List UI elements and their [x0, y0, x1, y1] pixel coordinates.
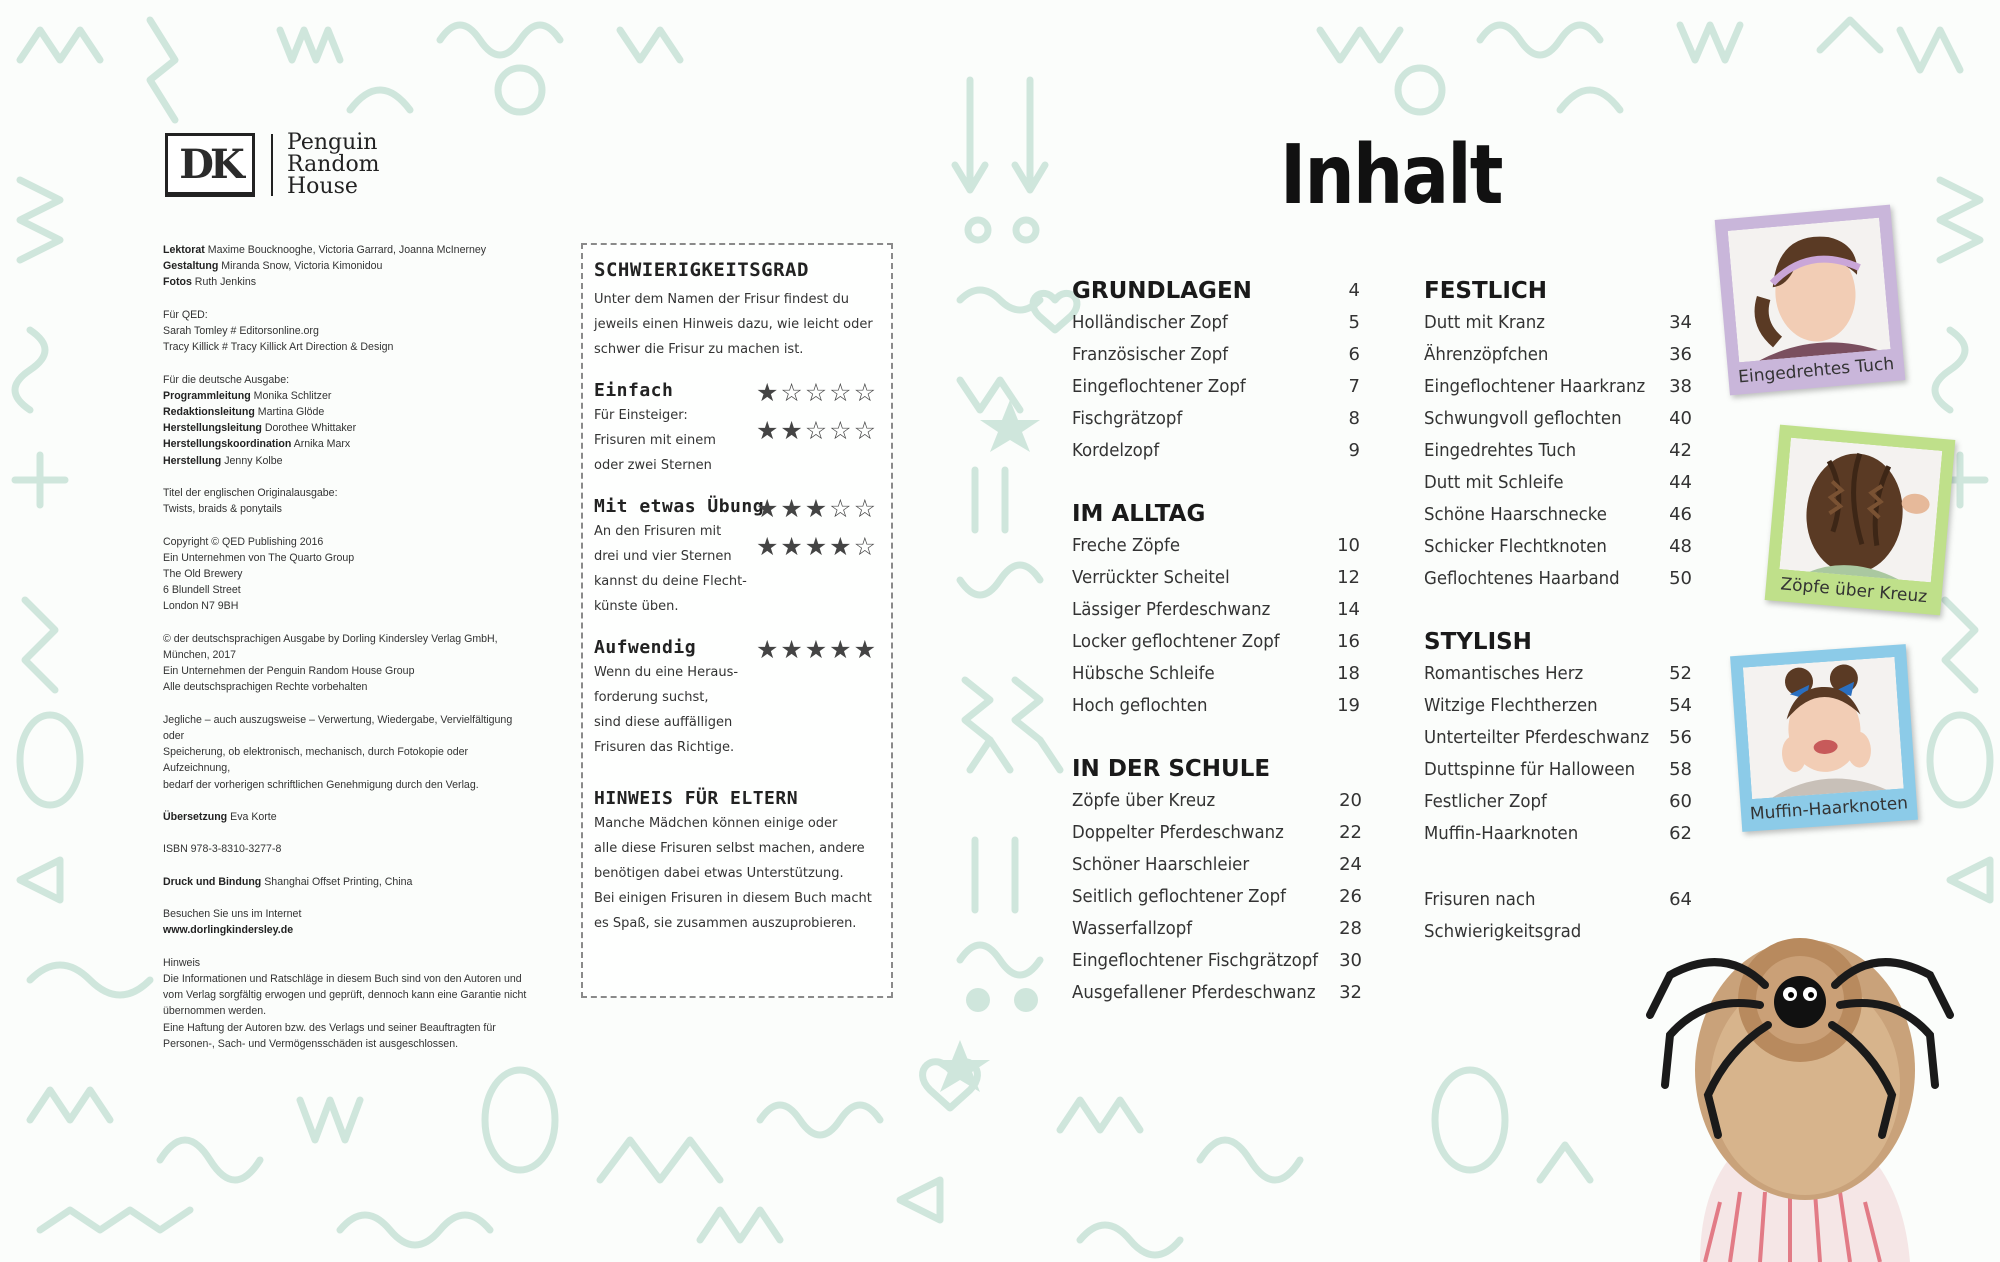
credits-german: Für die deutsche Ausgabe: Programmleitung Monika Schlitzer Redaktionsleitung Martina Glöde Herstellungsleitung Dorothee Whittaker Herstellungskoordination Arnika Marx Herstellung Jenny Kolbe	[163, 373, 357, 467]
toc-entry[interactable]: Ährenzöpfchen 36	[1424, 344, 1692, 365]
credits-qed: Für QED: Sarah Tomley # Editorsonline.org Tracy Killick # Tracy Killick Art Direction & Design	[163, 308, 394, 354]
toc-entry[interactable]: Lässiger Pferdeschwanz 14	[1072, 599, 1360, 620]
toc-entry[interactable]: Schwungvoll geflochten 40	[1424, 408, 1692, 429]
toc-section-grundlagen: GRUNDLAGEN 4 Holländischer Zopf 5 Französischer Zopf 6 Eingeflochtener Zopf 7 Fischgrätzopf 8 Kordelzopf 9	[1072, 275, 1360, 467]
toc-entry[interactable]: Dutt mit Schleife 44	[1424, 472, 1692, 493]
toc-entry[interactable]: Verrückter Scheitel 12	[1072, 567, 1360, 588]
website-link[interactable]: www.dorlingkindersley.de	[163, 924, 294, 937]
difficulty-box	[581, 243, 893, 998]
hairstyle-photo	[1728, 218, 1891, 363]
spider-bun-photo	[1600, 880, 2000, 1262]
toc-entry[interactable]: Duttspinne für Halloween 58	[1424, 759, 1692, 780]
toc-entry-difficulty-index[interactable]: Frisuren nach 64 Schwierigkeitsgrad	[1424, 889, 1692, 942]
toc-entry[interactable]: Holländischer Zopf 5	[1072, 312, 1360, 333]
photo-caption: Eingedrehtes Tuch	[1737, 353, 1895, 388]
toc-entry[interactable]: Geflochtenes Haarband 50	[1424, 568, 1692, 589]
difficulty-heading: SCHWIERIGKEITSGRAD	[594, 259, 809, 281]
photo-card-zoepfe-ueber-kreuz	[1765, 425, 1956, 616]
toc-entry[interactable]: Eingedrehtes Tuch 42	[1424, 440, 1692, 461]
toc-entry[interactable]: Kordelzopf 9	[1072, 440, 1360, 461]
printing: Druck und Bindung Shanghai Offset Printing, China	[163, 875, 413, 888]
toc-entry[interactable]: Eingeflochtener Haarkranz 38	[1424, 376, 1692, 397]
isbn: ISBN 978-3-8310-3277-8	[163, 843, 282, 856]
toc-entry[interactable]: Dutt mit Kranz 34	[1424, 312, 1692, 333]
toc-entry[interactable]: Doppelter Pferdeschwanz 22	[1072, 822, 1362, 843]
toc-entry[interactable]: Muffin-Haarknoten 62	[1424, 823, 1692, 844]
level-medium: Mit etwas Übung ★★★☆☆ ★★★★☆ An den Frisuren mit drei und vier Sternen kannst du deine Flecht- künste üben.	[594, 494, 878, 614]
toc-section-stylish: STYLISH Romantisches Herz 52 Witzige Flechtherzen 54 Unterteilter Pferdeschwanz 56 Duttspinne für Halloween 58 Festlicher Zopf 60 Muffin-Haarknoten 62	[1424, 626, 1692, 850]
toc-section-schule: IN DER SCHULE Zöpfe über Kreuz 20 Doppelter Pferdeschwanz 22 Schöner Haarschleier 24 Seitlich geflochtener Zopf 26 Wasserfallzopf 28 Eingeflochtener Fischgrätzopf 30 Ausgefallener Pferdeschwanz 32	[1072, 753, 1362, 1009]
toc-entry[interactable]: Zöpfe über Kreuz 20	[1072, 790, 1362, 811]
toc-entry[interactable]: Schöner Haarschleier 24	[1072, 854, 1362, 875]
toc-entry[interactable]: Wasserfallzopf 28	[1072, 918, 1362, 939]
toc-entry[interactable]: Schicker Flechtknoten 48	[1424, 536, 1692, 557]
photo-card-eingedrehtes-tuch	[1715, 205, 1906, 396]
toc-entry[interactable]: Locker geflochtener Zopf 16	[1072, 631, 1360, 652]
difficulty-intro: Unter dem Namen der Frisur findest du jeweils einen Hinweis dazu, wie leicht oder schwer die Frisur zu machen ist.	[594, 292, 873, 357]
toc-entry[interactable]: Freche Zöpfe 10	[1072, 535, 1360, 556]
toc-entry[interactable]: Hoch geflochten 19	[1072, 695, 1360, 716]
hairstyle-photo	[1743, 657, 1904, 799]
toc-entry[interactable]: Französischer Zopf 6	[1072, 344, 1360, 365]
website: Besuchen Sie uns im Internet www.dorlingkindersley.de	[163, 908, 302, 937]
imprint-block	[163, 242, 533, 1068]
toc-section-festlich: FESTLICH Dutt mit Kranz 34 Ährenzöpfchen 36 Eingeflochtener Haarkranz 38 Schwungvoll geflochten 40 Eingedrehtes Tuch 42 Dutt mit Schleife 44 Schöne Haarschnecke 46 Schicker Flechtknoten 48 Geflochtenes Haarband 50	[1424, 275, 1692, 595]
photo-caption: Muffin-Haarknoten	[1749, 793, 1909, 825]
dk-logo-mark: DK	[165, 133, 255, 197]
star-rating-5: ★★★★★	[755, 635, 878, 664]
level-hard: Aufwendig ★★★★★ Wenn du eine Heraus- forderung suchst, sind diese auffälligen Frisuren das Richtige.	[594, 635, 878, 755]
translator: Übersetzung Eva Korte	[163, 811, 277, 823]
toc-entry[interactable]: Festlicher Zopf 60	[1424, 791, 1692, 812]
toc-entry[interactable]: Eingeflochtener Fischgrätzopf 30	[1072, 950, 1362, 971]
logo-divider	[271, 134, 273, 196]
toc-entry[interactable]: Romantisches Herz 52	[1424, 663, 1692, 684]
toc-entry[interactable]: Schöne Haarschnecke 46	[1424, 504, 1692, 525]
toc-entry[interactable]: Seitlich geflochtener Zopf 26	[1072, 886, 1362, 907]
toc-entry[interactable]: Hübsche Schleife 18	[1072, 663, 1360, 684]
copyright-dk: © der deutschsprachigen Ausgabe by Dorling Kindersley Verlag GmbH, München, 2017 Ein Unternehmen der Penguin Random House Group Alle deutschsprachigen Rechte vorbehalten	[163, 632, 498, 694]
original-title: Titel der englischen Originalausgabe: Twists, braids & ponytails	[163, 487, 338, 516]
photo-caption: Zöpfe über Kreuz	[1779, 574, 1928, 608]
publisher-logo	[165, 132, 380, 198]
toc-entry[interactable]: Eingeflochtener Zopf 7	[1072, 376, 1360, 397]
toc-entry[interactable]: Fischgrätzopf 8	[1072, 408, 1360, 429]
disclaimer: Hinweis Die Informationen und Ratschläge in diesem Buch sind von den Autoren und vom Verlag sorgfältig erwogen und geprüft, dennoch kann eine Garantie nicht übernommen werden. Eine Haftung der Autoren bzw. des Verlags und seiner Beauftragten für Personen-, Sach- und Vermögensschäden ist ausgeschlossen.	[163, 956, 527, 1050]
level-easy: Einfach ★☆☆☆☆ ★★☆☆☆ Für Einsteiger: Frisuren mit einem oder zwei Sternen	[594, 378, 878, 473]
star-rating-1: ★☆☆☆☆	[755, 378, 878, 407]
toc-entry[interactable]: Ausgefallener Pferdeschwanz 32	[1072, 982, 1362, 1003]
rights-notice: Jegliche – auch auszugsweise – Verwertung, Wiedergabe, Vervielfältigung oder Speicherung, ob elektronisch, mechanisch, durch Fotokopie oder Aufzeichnung, bedarf der vorherigen schriftlichen Genehmigung durch den Verlag.	[163, 713, 513, 791]
copyright-qed: Copyright © QED Publishing 2016 Ein Unternehmen von The Quarto Group The Old Brewery 6 Blundell Street London N7 9BH	[163, 535, 355, 613]
star-rating-2: ★★☆☆☆	[755, 416, 878, 445]
penguin-random-house-wordmark: Penguin Random House	[287, 130, 380, 199]
star-rating-4: ★★★★☆	[755, 532, 878, 561]
page-title: Inhalt	[1280, 128, 1502, 223]
photo-card-muffin-haarknoten	[1730, 644, 1918, 832]
parents-note: HINWEIS FÜR ELTERN Manche Mädchen können einige oder alle diese Frisuren selbst machen, andere benötigen dabei etwas Unterstützung. Bei einigen Frisuren in diesem Buch macht es Spaß, sie zusammen auszuprobieren.	[594, 788, 872, 931]
hairstyle-photo	[1779, 438, 1942, 583]
credits-original: Lektorat Maxime Boucknooghe, Victoria Garrard, Joanna McInerney Gestaltung Miranda Snow, Victoria Kimonidou Fotos Ruth Jenkins	[163, 244, 487, 289]
star-rating-3: ★★★☆☆	[755, 494, 878, 523]
toc-entry[interactable]: Witzige Flechtherzen 54	[1424, 695, 1692, 716]
toc-entry[interactable]: Unterteilter Pferdeschwanz 56	[1424, 727, 1692, 748]
toc-section-alltag: IM ALLTAG Freche Zöpfe 10 Verrückter Scheitel 12 Lässiger Pferdeschwanz 14 Locker geflochtener Zopf 16 Hübsche Schleife 18 Hoch geflochten 19	[1072, 498, 1360, 722]
